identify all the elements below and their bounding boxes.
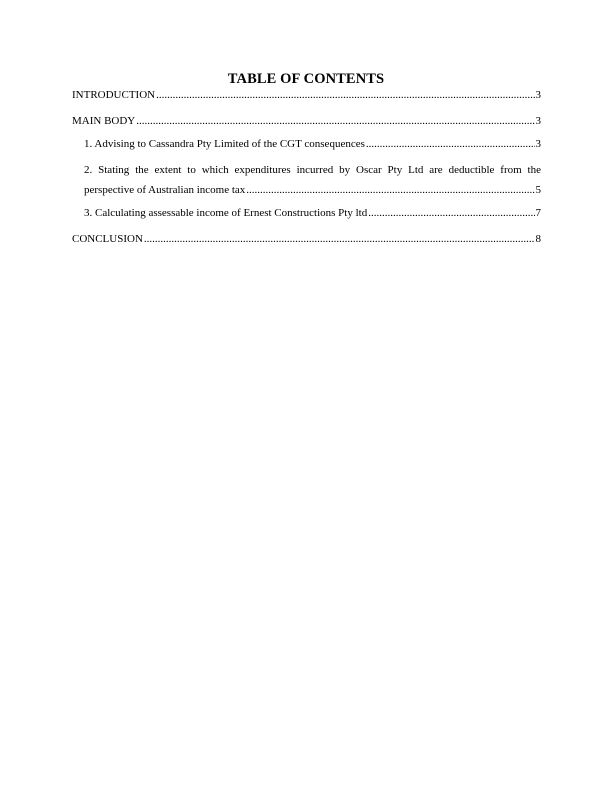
toc-entry-label-line2: perspective of Australian income tax	[84, 184, 246, 196]
toc-title: TABLE OF CONTENTS	[227, 71, 385, 87]
toc-entry-section-2[interactable]	[72, 159, 541, 199]
toc-page-number: 3	[535, 89, 541, 101]
toc-leader-dots	[365, 136, 535, 153]
toc-page-number: 7	[535, 207, 541, 219]
toc-entry-main-body[interactable]	[72, 113, 541, 130]
toc-entry-label-line1: 2. Stating the extent to which expenditures incurred by Oscar Pty Ltd are deductible from the	[84, 164, 541, 176]
toc-page-number: 8	[535, 233, 541, 245]
toc-page-number: 5	[535, 184, 541, 196]
toc-leader-dots	[367, 205, 534, 222]
toc-entry-label: 3. Calculating assessable income of Ernest Constructions Pty ltd	[84, 207, 368, 219]
toc-leader-dots	[143, 231, 535, 248]
toc-leader-dots	[155, 87, 534, 104]
toc-entry-label: CONCLUSION	[72, 233, 143, 245]
toc-entry-label: INTRODUCTION	[72, 89, 156, 101]
toc-page-number: 3	[535, 138, 541, 150]
toc-leader-dots	[245, 182, 534, 199]
toc-entry-section-3[interactable]	[72, 205, 541, 222]
toc-entry-conclusion[interactable]	[72, 231, 541, 248]
table-of-contents	[72, 87, 541, 248]
toc-leader-dots	[135, 113, 534, 130]
toc-entry-introduction[interactable]	[72, 87, 541, 104]
toc-entry-label: MAIN BODY	[72, 115, 136, 127]
toc-page-number: 3	[535, 115, 541, 127]
toc-entry-label: 1. Advising to Cassandra Pty Limited of the CGT consequences	[84, 138, 365, 150]
toc-entry-section-1[interactable]	[72, 136, 541, 153]
